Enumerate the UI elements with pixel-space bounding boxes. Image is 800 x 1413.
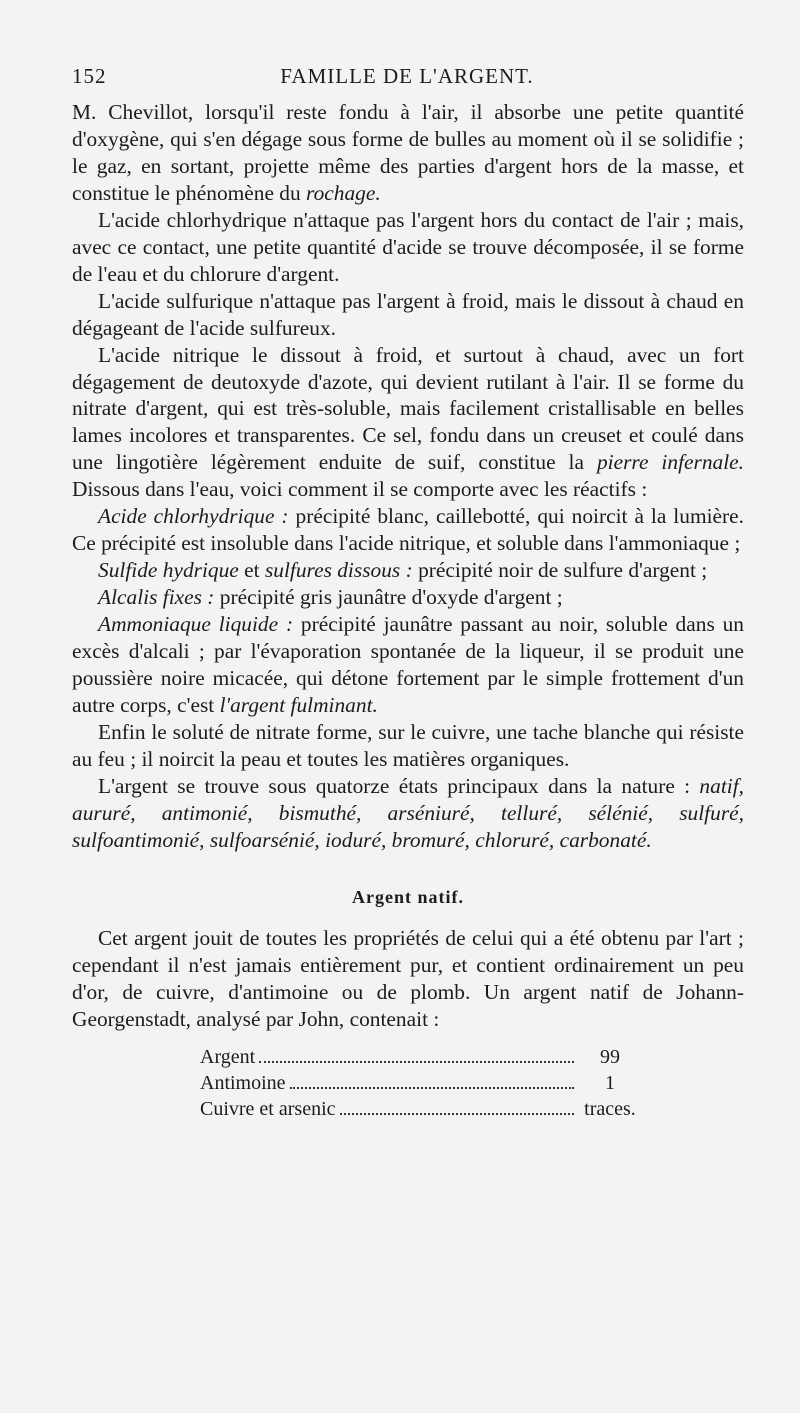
- paragraph: [72, 773, 744, 854]
- section-heading: Argent natif.: [352, 886, 464, 907]
- paragraph: [72, 557, 744, 584]
- paragraph: [72, 611, 744, 719]
- dot-leader: [259, 1061, 574, 1063]
- italic-run: l'argent fulminant.: [219, 692, 378, 717]
- row-value: traces.: [584, 1098, 636, 1121]
- paragraphs: [72, 99, 744, 854]
- italic-run: rochage.: [306, 180, 381, 205]
- paragraph: [72, 207, 744, 288]
- row-label: Antimoine: [200, 1072, 286, 1095]
- text-run: L'argent se trouve sous quatorze états principaux dans la nature :: [98, 773, 700, 798]
- text-run: et: [238, 558, 265, 583]
- italic-run: Sulfide hydrique: [98, 558, 239, 583]
- text-run: Dissous dans l'eau, voici comment il se comporte avec les réactifs :: [72, 477, 648, 502]
- text-run: Enfin le soluté de nitrate forme, sur le cuivre, une tache blanche qui résiste au feu ; il noircit la peau et toutes les matières organiques.: [72, 719, 744, 771]
- italic-run: pierre infernale.: [596, 450, 745, 475]
- page-number: 152: [72, 64, 107, 88]
- text-run: L'acide chlorhydrique n'attaque pas l'argent hors du contact de l'air ; mais, avec ce contact, une petite quantité d'acide se trouve décomposée, il se forme de l'eau et du chlorure d'argent.: [72, 207, 744, 286]
- text-run: précipité jaunâtre passant au noir, soluble dans un excès d'alcali ; par l'évaporation spontanée de la liqueur, il se produit une poussière noire micacée, qui détone fortement par le simple frottement d'un autre corps, c'est: [72, 612, 744, 717]
- dot-leader: [290, 1087, 574, 1089]
- italic-run: Alcalis fixes :: [98, 585, 215, 610]
- paragraph: [72, 719, 744, 773]
- table-row: [200, 1096, 640, 1122]
- paragraph: [72, 342, 744, 504]
- running-title: FAMILLE DE L'ARGENT.: [280, 64, 534, 88]
- italic-run: natif, aururé, antimonié, bismuthé, arséniuré, telluré, sélénié, sulfuré, sulfoantimonié, sulfoarsénié, ioduré, bromuré, chloruré, carbonaté.: [72, 773, 744, 852]
- italic-run: sulfures dissous :: [264, 558, 413, 583]
- row-value: 99: [600, 1046, 620, 1069]
- row-label: Argent: [200, 1046, 256, 1069]
- italic-run: Ammoniaque liquide :: [98, 612, 294, 637]
- paragraph: [72, 288, 744, 342]
- composition-table: [200, 1044, 640, 1122]
- text-run: M. Chevillot, lorsqu'il reste fondu à l'air, il absorbe une petite quantité d'oxygène, qui s'en dégage sous forme de bulles au moment où il se solidifie ; le gaz, en sortant, projette même des parties d'argent hors de la masse, et constitue le phénomène du: [72, 100, 744, 205]
- paragraph: [72, 503, 744, 557]
- row-value: 1: [605, 1072, 615, 1095]
- dot-leader: [340, 1113, 575, 1115]
- text-run: précipité blanc, caillebotté, qui noircit à la lumière. Ce précipité est insoluble dans l'acide nitrique, et soluble dans l'ammoniaque ;: [72, 504, 744, 556]
- paragraph: [72, 584, 744, 611]
- section-paragraph: Cet argent jouit de toutes les propriétés de celui qui a été obtenu par l'art ; cependant il n'est jamais entièrement pur, et contient ordinairement un peu d'or, de cuivre, d'antimoine ou de plomb. Un argent natif de Johann-Georgenstadt, analysé par John, contenait :: [72, 925, 744, 1031]
- row-label: Cuivre et arsenic: [200, 1098, 336, 1121]
- paragraph: [72, 99, 744, 207]
- page-body: [72, 99, 744, 1122]
- text-run: L'acide sulfurique n'attaque pas l'argent à froid, mais le dissout à chaud en dégageant de l'acide sulfureux.: [72, 288, 744, 340]
- page-header: [72, 64, 742, 92]
- text-run: précipité noir de sulfure d'argent ;: [412, 558, 708, 583]
- italic-run: Acide chlorhydrique :: [98, 504, 289, 529]
- table-row: [200, 1044, 640, 1070]
- text-run: L'acide nitrique le dissout à froid, et surtout à chaud, avec un fort dégagement de deutoxyde d'azote, qui devient rutilant à l'air. Il se forme du nitrate d'argent, qui est très-soluble, mais facilement cristallisable en belles lames incolores et transparentes. Ce sel, fondu dans un creuset et coulé dans une lingotière légèrement enduite de suif, constitue la: [72, 342, 744, 475]
- table-row: [200, 1070, 640, 1096]
- text-run: précipité gris jaunâtre d'oxyde d'argent ;: [214, 585, 563, 610]
